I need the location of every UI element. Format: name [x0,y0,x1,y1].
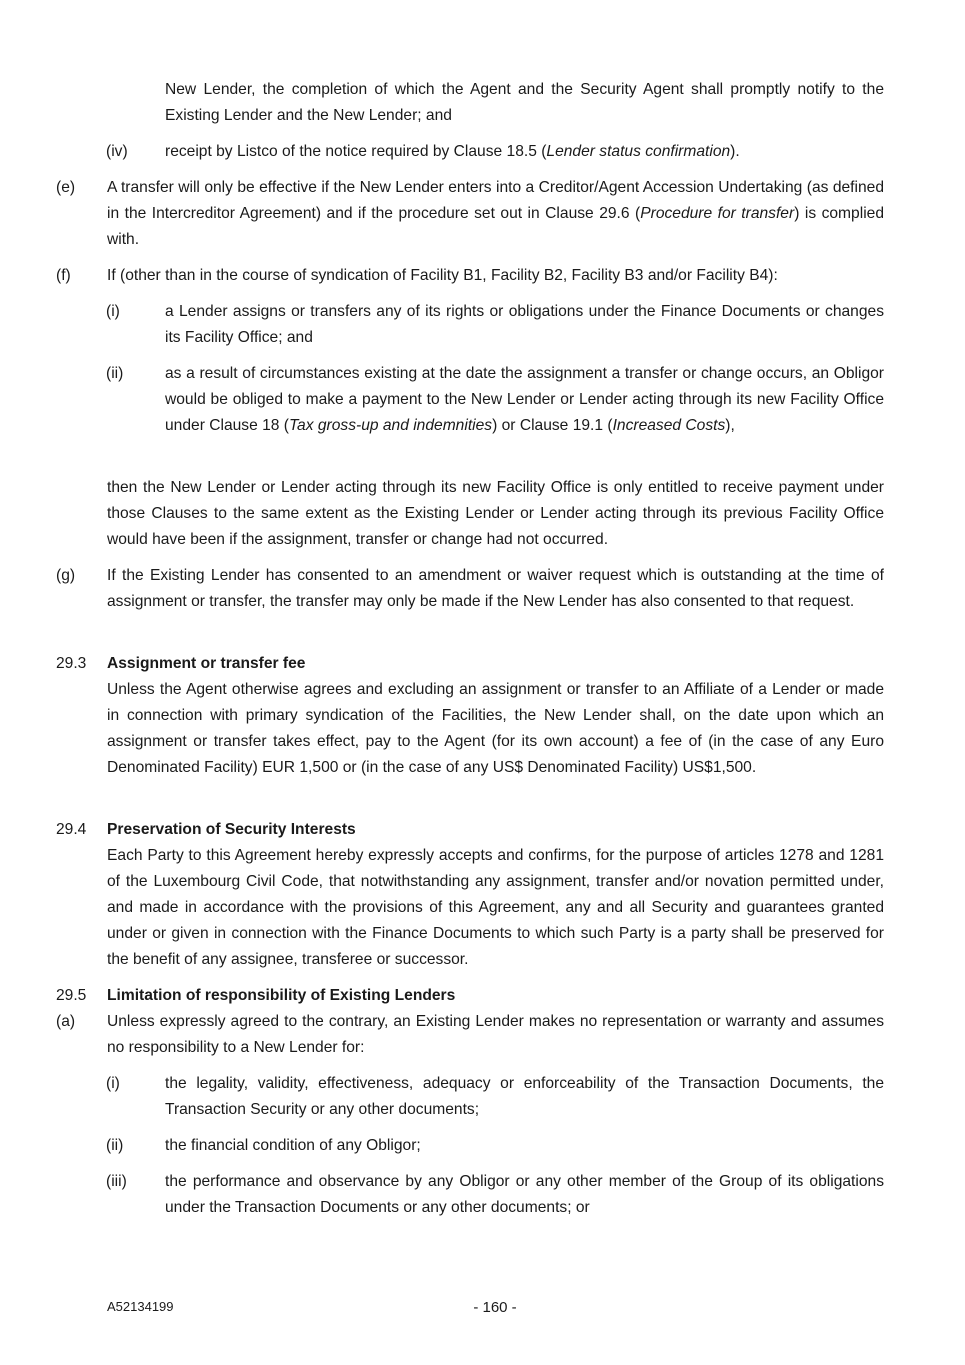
subitem-label-f-ii: (ii) [106,365,124,382]
section-29-4-text: Each Party to this Agreement hereby expressly accepts and confirms, for the purpose of articles 1278 and 1281 of the Luxembourg Civil Code, that notwithstanding any assignment, transfer and/or novation permitted under, and made in accordance with the provisions of this Agreement, any and all Security and guarantees granted under or given in connection with the Finance Documents to which such Party is a party shall be preserved for the benefit of any assignee, transferee or successor. [107,847,884,968]
paragraph-e-ref-title: Procedure for transfer [640,205,795,222]
paragraph-label-e: (e) [56,179,76,196]
subitem-f-ii-text-mid: ) or Clause 19.1 ( [492,417,613,434]
section-29-3-text: Unless the Agent otherwise agrees and excluding an assignment or transfer to an Affiliate of a Lender or made in connection with primary syndication of the Facilities, the New Lender shall, on the date upon which an assignment or transfer takes effect, pay to the Agent (for its own account) a fee of (in the case of any Euro Denominated Facility) EUR 1,500 or (in the case of any US$ Denominated Facility) US$1,500. [107,681,884,776]
subitem-29-5-iii-text: the performance and observance by any Obligor or any other member of the Group of its obligations under the Transaction Documents or any other documents; or [165,1173,884,1216]
paragraph-f-text: If (other than in the course of syndication of Facility B1, Facility B2, Facility B3 and/or Facility B4): [107,267,778,284]
subitem-f-ii-ref-title-1: Tax gross-up and indemnities [288,417,493,434]
item-iv-text-post: ). [730,143,740,160]
subitem-label-29-5-iii: (iii) [106,1173,127,1190]
section-heading-29-3: Assignment or transfer fee [107,655,306,672]
paragraph-e-text [107,175,884,253]
subitem-f-i-text: a Lender assigns or transfers any of its rights or obligations under the Finance Documents or changes its Facility Office; and [165,303,884,346]
subitem-29-5-i-text: the legality, validity, effectiveness, adequacy or enforceability of the Transaction Documents, the Transaction Security or any other documents; [165,1075,884,1118]
continuation-paragraph: New Lender, the completion of which the Agent and the Security Agent shall promptly notify to the Existing Lender and the New Lender; and [165,81,884,124]
paragraph-label-f: (f) [56,267,71,284]
paragraph-g-text: If the Existing Lender has consented to an amendment or waiver request which is outstanding at the time of assignment or transfer, the transfer may only be made if the New Lender has also consented to that request. [107,567,884,610]
subitem-label-29-5-i: (i) [106,1075,120,1092]
subitem-f-ii-ref-title-2: Increased Costs [612,417,726,434]
section-number-29-3: 29.3 [56,655,87,672]
section-heading-29-4: Preservation of Security Interests [107,821,356,838]
item-iv-ref-title: Lender status confirmation [546,143,731,160]
item-iv-text [165,139,884,165]
item-iv-text-pre: receipt by Listco of the notice required by Clause 18.5 ( [165,143,547,160]
footer-document-id: A52134199 [107,1299,174,1314]
section-heading-29-5: Limitation of responsibility of Existing Lenders [107,987,456,1004]
subitem-f-ii-text-pre: as a result of circumstances existing at the date the assignment a transfer or change occurs, an Obligor would be obliged to make a payment to the New Lender or Lender acting through its new Facility Office under Clause 18 ( [165,365,884,434]
paragraph-label-g: (g) [56,567,76,584]
subitem-f-ii-text [165,361,884,439]
footer-page-number: - 160 - [473,1299,517,1316]
subitem-29-5-ii-text: the financial condition of any Obligor; [165,1137,421,1154]
subitem-f-ii-text-post: ), [725,417,735,434]
subitem-label-f-i: (i) [106,303,120,320]
paragraph-f-then-text: then the New Lender or Lender acting through its new Facility Office is only entitled to receive payment under those Clauses to the same extent as the Existing Lender or Lender acting through its previous Facility Office would have been if the assignment, transfer or change had not occurred. [107,479,884,548]
paragraph-label-29-5-a: (a) [56,1013,76,1030]
subitem-label-29-5-ii: (ii) [106,1137,124,1154]
paragraph-e-text-pre: A transfer will only be effective if the New Lender enters into a Creditor/Agent Accession Undertaking (as defined in the Intercreditor Agreement) and if the procedure set out in Clause 29.6 ( [107,179,884,222]
section-number-29-5: 29.5 [56,987,87,1004]
paragraph-29-5-a-text: Unless expressly agreed to the contrary, an Existing Lender makes no representation or warranty and assumes no responsibility to a New Lender for: [107,1013,884,1056]
paragraph-e-text-post: ) is complied with. [107,205,884,248]
section-number-29-4: 29.4 [56,821,87,838]
item-label-iv: (iv) [106,143,128,160]
